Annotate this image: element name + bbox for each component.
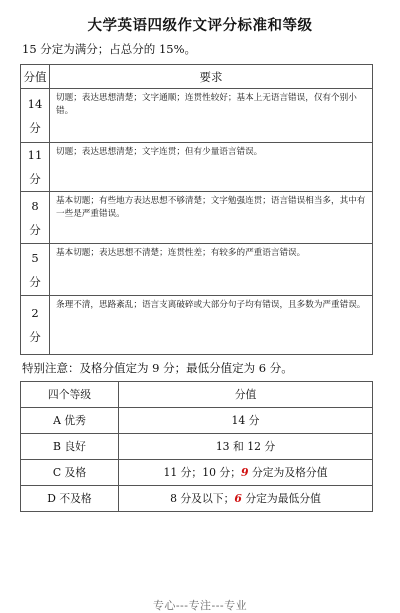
score-cell xyxy=(21,192,50,244)
score-value: 2 分 xyxy=(29,306,41,344)
value-text: 11 分；10 分； xyxy=(163,466,241,479)
grade-cell: C 及格 xyxy=(21,460,119,486)
table-row xyxy=(21,192,373,244)
value-cell xyxy=(119,434,373,460)
value-text: 13 和 12 分 xyxy=(215,440,276,453)
score-cell xyxy=(21,296,50,355)
score-value: 14 分 xyxy=(27,96,43,135)
table-row xyxy=(21,408,373,434)
table-row xyxy=(21,244,373,296)
score-cell xyxy=(21,143,50,192)
value-column-header: 分值 xyxy=(119,382,373,408)
full-score-intro: 15 分定为满分；占总分的 15%。 xyxy=(22,42,197,56)
page-footer: 专心---专注---专业 xyxy=(152,599,248,612)
value-cell xyxy=(119,486,373,512)
value-text-suffix: 分定为最低分值 xyxy=(241,492,321,505)
value-text: 14 分 xyxy=(231,414,260,427)
score-cell xyxy=(21,244,50,296)
requirement-cell: 切题；表达思想清楚；文字连贯；但有少量语言错误。 xyxy=(50,143,373,192)
grade-cell: A 优秀 xyxy=(21,408,119,434)
value-cell xyxy=(119,460,373,486)
special-note: 特别注意：及格分值定为 9 分；最低分值定为 6 分。 xyxy=(22,361,293,375)
grade-cell: D 不及格 xyxy=(21,486,119,512)
requirement-cell: 基本切题；表达思想不清楚；连贯性差；有较多的严重语言错误。 xyxy=(50,244,373,296)
table-row xyxy=(21,434,373,460)
grade-level-table xyxy=(20,381,373,512)
requirement-cell: 基本切题；有些地方表达思想不够清楚；文字勉强连贯；语言错误相当多，其中有一些是严重错误。 xyxy=(50,192,373,244)
score-column-header: 分值 xyxy=(21,65,50,89)
score-cell xyxy=(21,89,50,143)
table-header-row xyxy=(21,65,373,89)
value-text: 8 分及以下； xyxy=(170,492,235,505)
score-value: 5 分 xyxy=(29,250,41,289)
value-highlight: 6 xyxy=(234,492,242,505)
table-row xyxy=(21,89,373,143)
requirement-cell: 条理不清，思路紊乱；语言支离破碎或大部分句子均有错误，且多数为严重错误。 xyxy=(50,296,373,355)
requirement-cell: 切题；表达思想清楚；文字通顺；连贯性较好；基本上无语言错误，仅有个别小错。 xyxy=(50,89,373,143)
table-row xyxy=(21,486,373,512)
value-highlight: 9 xyxy=(241,466,249,479)
value-text-suffix: 分定为及格分值 xyxy=(248,466,328,479)
table-row xyxy=(21,296,373,355)
value-cell xyxy=(119,408,373,434)
document-title: 大学英语四级作文评分标准和等级 xyxy=(87,17,313,34)
score-value: 11 分 xyxy=(27,148,43,186)
grade-cell: B 良好 xyxy=(21,434,119,460)
table-header-row xyxy=(21,382,373,408)
table-row xyxy=(21,143,373,192)
score-value: 8 分 xyxy=(29,198,41,237)
requirement-column-header: 要求 xyxy=(50,65,373,89)
table-row xyxy=(21,460,373,486)
grade-column-header: 四个等级 xyxy=(21,382,119,408)
scoring-standard-table xyxy=(20,64,373,355)
